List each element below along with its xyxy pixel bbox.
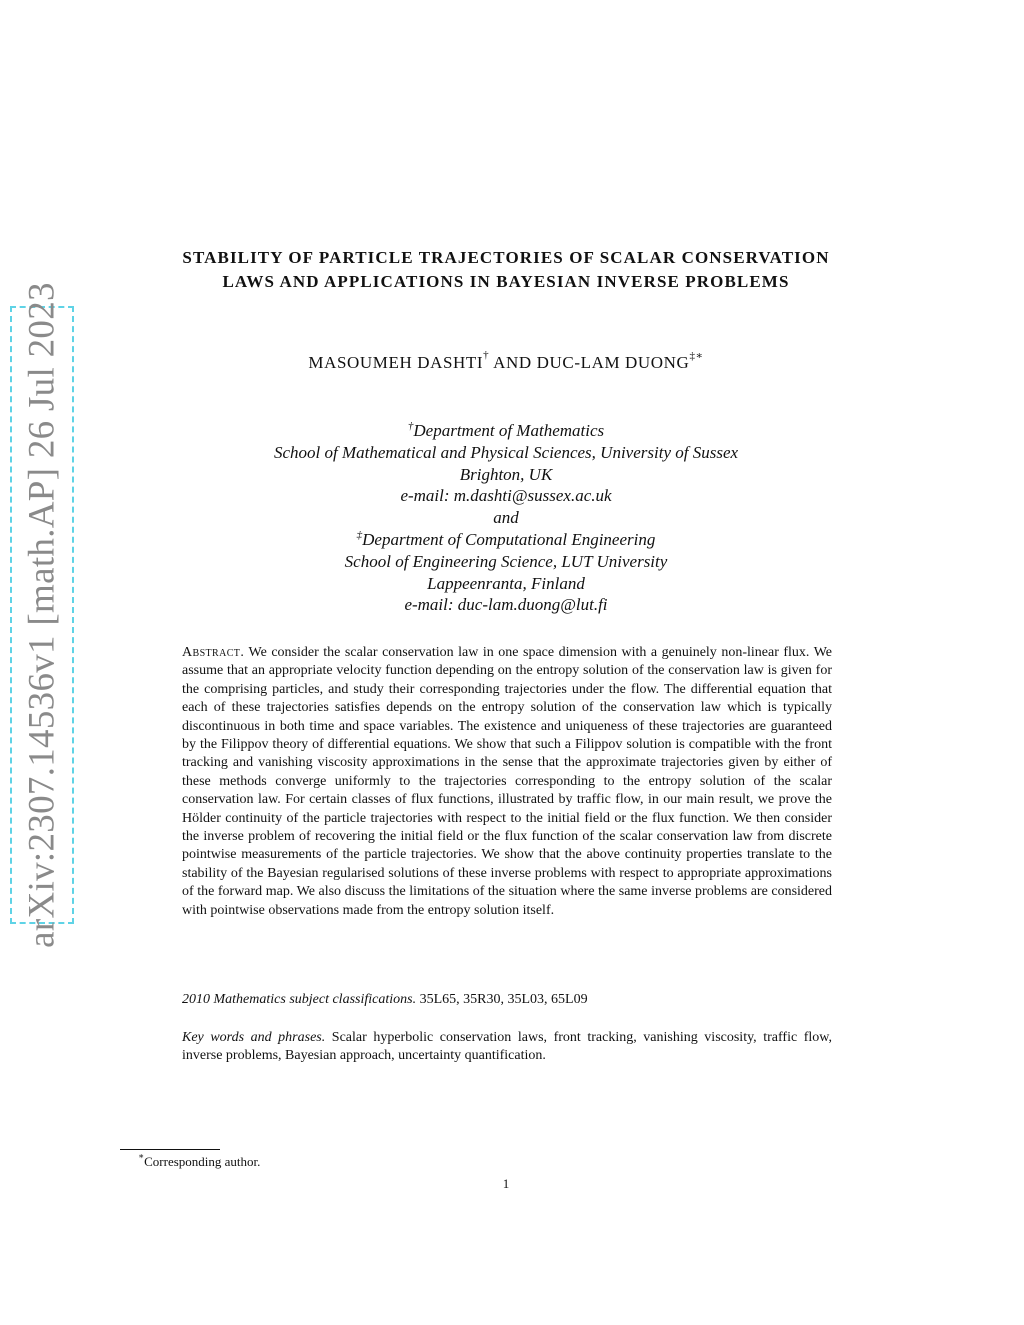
- footnote-rule: [120, 1149, 220, 1150]
- author-line: [100, 349, 912, 373]
- msc-classification: [182, 991, 832, 1009]
- author-2: DUC-LAM DUONG: [536, 353, 690, 372]
- affiliation-and: and: [493, 508, 519, 528]
- msc-value: 35L65, 35R30, 35L03, 65L09: [419, 992, 588, 1007]
- abstract-heading: Abstract.: [182, 645, 245, 660]
- author-2-mark: ‡∗: [689, 350, 704, 362]
- msc-label: 2010 Mathematics subject classifications.: [182, 992, 417, 1007]
- affiliation-school-2: School of Engineering Science, LUT University: [344, 551, 668, 571]
- keywords: [182, 1029, 832, 1066]
- abstract-text: We consider the scalar conservation law in one space dimension with a genuinely non-linear flux. We assume that an appropriate velocity function depending on the entropy solution of the conservation law is given for the comprising particles, and study their corresponding trajectories under the flow. The differential equation that each of these trajectories satisfies depends on the entropy solution of the conservation law which is typically discontinuous in both time and space variables. The existence and uniqueness of these trajectories are guaranteed by the Filippov theory of differential equations. We show that such a Filippov solution is compatible with the front tracking and vanishing viscosity approximations in the sense that the approximate trajectories given by either of these methods converge uniformly to the trajectories corresponding to the entropy solution of the scalar conservation law. For certain classes of flux functions, illustrated by traffic flow, in our main result, we prove the Hölder continuity of the particle trajectories with respect to the initial field or the flux function. We then consider the inverse problem of recovering the initial field or the flux function of the scalar conservation law from discrete pointwise measurements of the particle trajectories. We show that the above continuity properties translate to the stability of the Bayesian regularised solutions of these inverse problems with respect to appropriate approximations of the forward map. We also discuss the limitations of the situation where the same inverse problems are considered with pointwise observations made from the entropy solution itself.: [182, 645, 833, 918]
- affiliations: [150, 420, 862, 616]
- author-1: MASOUMEH DASHTI: [308, 353, 484, 372]
- affiliation-city-1: Brighton, UK: [459, 464, 553, 484]
- footnote: [138, 1151, 261, 1170]
- affiliation-email-2: e-mail: duc-lam.duong@lut.fi: [404, 595, 608, 615]
- affiliation-school-1: School of Mathematical and Physical Sciences, University of Sussex: [273, 442, 739, 462]
- dept-1-name: Department of Mathematics: [413, 421, 605, 440]
- footnote-text: Corresponding author.: [144, 1154, 261, 1169]
- page-number: 1: [502, 1176, 510, 1191]
- dept-2-mark: ‡: [356, 528, 363, 541]
- affiliation-dept-2: [150, 529, 862, 551]
- author-1-mark: †: [483, 349, 490, 361]
- keywords-value: Scalar hyperbolic conservation laws, front tracking, vanishing viscosity, traffic flow, inverse problems, Bayesian approach, uncertainty quantification.: [182, 1030, 832, 1064]
- arxiv-identifier: arXiv:2307.14536v1 [math.AP] 26 Jul 2023: [21, 282, 63, 948]
- abstract: [182, 644, 832, 920]
- title-line-2: LAWS AND APPLICATIONS IN BAYESIAN INVERSE PROBLEMS: [222, 272, 790, 291]
- author-and: AND: [493, 353, 532, 372]
- dept-2-name: Department of Computational Engineering: [362, 529, 656, 549]
- affiliation-city-2: Lappeenranta, Finland: [427, 573, 585, 593]
- keywords-label: Key words and phrases.: [182, 1030, 326, 1045]
- arxiv-watermark: [10, 282, 74, 948]
- affiliation-dept-1: [150, 420, 862, 442]
- footnote-mark: ∗: [138, 1151, 145, 1161]
- dept-1-mark: †: [407, 420, 414, 432]
- paper-title: [100, 246, 912, 294]
- title-line-1: STABILITY OF PARTICLE TRAJECTORIES OF SCALAR CONSERVATION: [182, 248, 830, 267]
- affiliation-email-1: e-mail: m.dashti@sussex.ac.uk: [400, 486, 612, 506]
